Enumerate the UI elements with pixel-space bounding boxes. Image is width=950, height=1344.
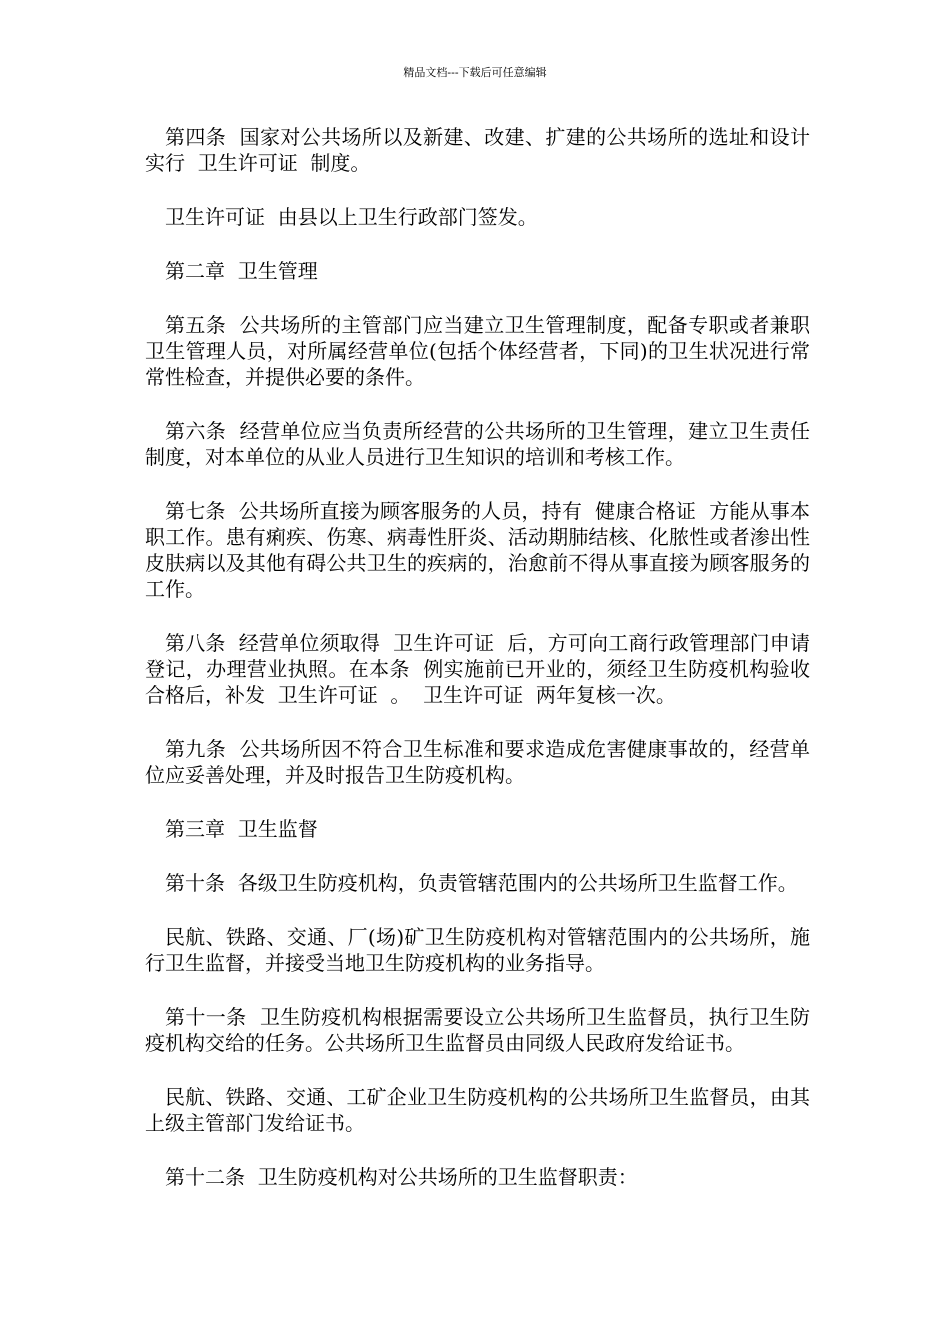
paragraph-article-4: 第四条 国家对公共场所以及新建、改建、扩建的公共场所的选址和设计实行 卫生许可证 制度。 (145, 125, 810, 175)
paragraph-article-12: 第十二条 卫生防疫机构对公共场所的卫生监督职责： (165, 1165, 638, 1189)
paragraph-article-10-supplement: 民航、铁路、交通、厂(场)矿卫生防疫机构对管辖范围内的公共场所，施行卫生监督，并接受当地卫生防疫机构的业务指导。 (145, 925, 810, 975)
paragraph-article-8: 第八条 经营单位须取得 卫生许可证 后，方可向工商行政管理部门申请登记，办理营业执照。在本条 例实施前已开业的，须经卫生防疫机构验收合格后，补发 卫生许可证 。 卫生许可证 两年复核一次。 (145, 631, 810, 707)
paragraph-article-6: 第六条 经营单位应当负责所经营的公共场所的卫生管理，建立卫生责任制度，对本单位的从业人员进行卫生知识的培训和考核工作。 (145, 419, 810, 469)
paragraph-article-10: 第十条 各级卫生防疫机构，负责管辖范围内的公共场所卫生监督工作。 (165, 871, 798, 895)
paragraph-article-5: 第五条 公共场所的主管部门应当建立卫生管理制度，配备专职或者兼职卫生管理人员，对所属经营单位(包括个体经营者，下同)的卫生状况进行常常性检查，并提供必要的条件。 (145, 313, 810, 389)
paragraph-article-11: 第十一条 卫生防疫机构根据需要设立公共场所卫生监督员，执行卫生防疫机构交给的任务。公共场所卫生监督员由同级人民政府发给证书。 (145, 1005, 810, 1055)
paragraph-article-7: 第七条 公共场所直接为顾客服务的人员，持有 健康合格证 方能从事本职工作。患有痢疾、伤寒、病毒性肝炎、活动期肺结核、化脓性或者渗出性皮肤病以及其他有碍公共卫生的疾病的，治愈前不得从事直接为顾客服务的工作。 (145, 499, 810, 601)
document-body (145, 124, 810, 1218)
paragraph-article-9: 第九条 公共场所因不符合卫生标准和要求造成危害健康事故的，经营单位应妥善处理，并及时报告卫生防疫机构。 (145, 737, 810, 787)
paragraph-permit-issuer: 卫生许可证 由县以上卫生行政部门签发。 (165, 205, 538, 229)
chapter-heading-2: 第二章 卫生管理 (165, 259, 318, 283)
chapter-heading-3: 第三章 卫生监督 (165, 817, 318, 841)
page-header: 精品文档---下载后可任意编辑 (403, 66, 547, 79)
paragraph-article-11-supplement: 民航、铁路、交通、工矿企业卫生防疫机构的公共场所卫生监督员，由其上级主管部门发给证书。 (145, 1085, 810, 1135)
